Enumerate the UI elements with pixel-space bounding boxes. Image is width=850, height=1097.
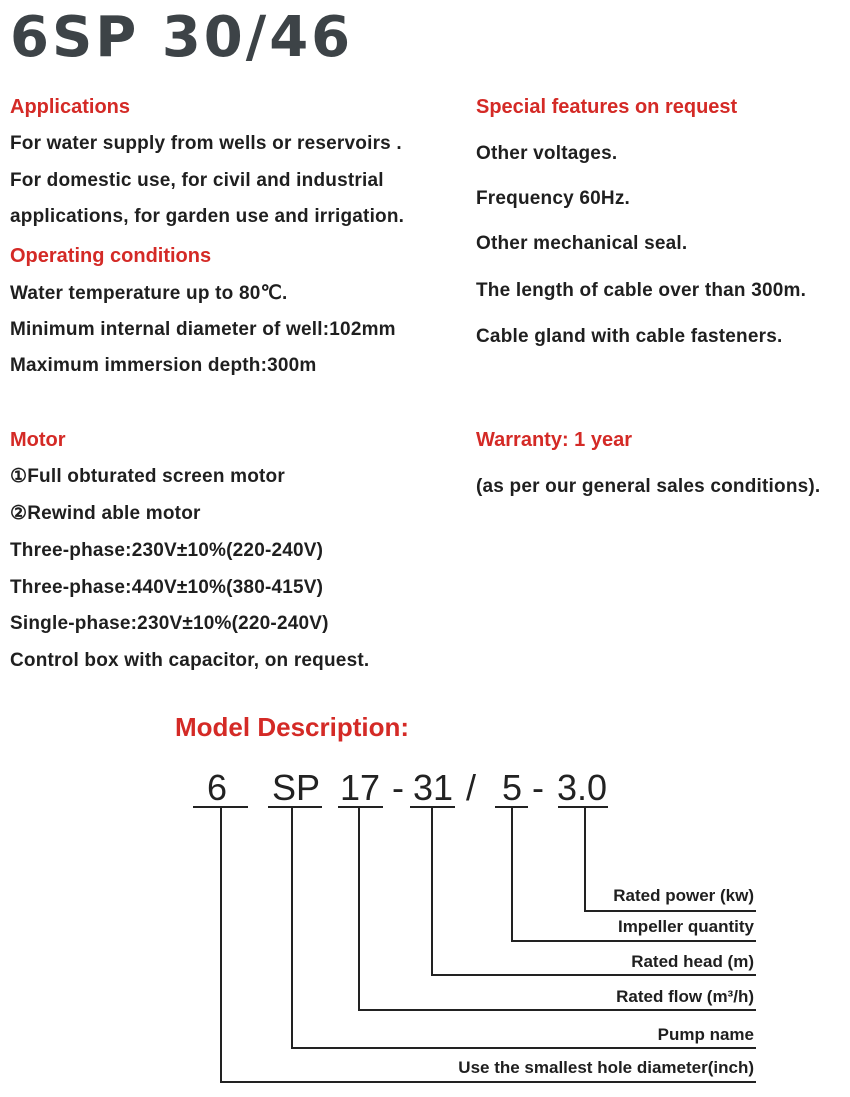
model-code-impeller: 5 — [502, 767, 523, 808]
operating-line: Maximum immersion depth:300m — [10, 355, 317, 376]
warranty-line: (as per our general sales conditions). — [476, 476, 821, 497]
model-code-power: 3.0 — [557, 767, 608, 808]
special-line: Frequency 60Hz. — [476, 188, 630, 209]
model-label-hole-diameter: Use the smallest hole diameter(inch) — [458, 1058, 754, 1077]
model-code-flow: 17 — [340, 767, 381, 808]
model-code-diameter: 6 — [207, 767, 228, 808]
applications-line: For water supply from wells or reservoirs . — [10, 133, 402, 154]
special-line: Other voltages. — [476, 143, 618, 164]
motor-line: Single-phase:230V±10%(220-240V) — [10, 613, 329, 634]
model-code-dash: - — [532, 767, 544, 808]
model-label-rated-head: Rated head (m) — [631, 952, 754, 971]
motor-line: Three-phase:230V±10%(220-240V) — [10, 540, 324, 561]
operating-conditions-heading: Operating conditions — [10, 245, 212, 267]
model-label-pump-name: Pump name — [657, 1025, 754, 1044]
special-line: The length of cable over than 300m. — [476, 280, 807, 301]
motor-line: ①Full obturated screen motor — [10, 466, 285, 487]
special-line: Cable gland with cable fasteners. — [476, 326, 783, 347]
special-features-heading: Special features on request — [476, 96, 738, 118]
page-title: 6SP 30/46 — [10, 5, 354, 70]
model-label-rated-power: Rated power (kw) — [613, 886, 754, 905]
model-code-dash: - — [392, 767, 404, 808]
model-label-rated-flow: Rated flow (m³/h) — [616, 987, 754, 1006]
applications-line: For domestic use, for civil and industrial — [10, 170, 384, 191]
model-code-pump: SP — [272, 767, 321, 808]
special-line: Other mechanical seal. — [476, 233, 688, 254]
warranty-heading: Warranty: 1 year — [476, 429, 632, 451]
motor-line: ②Rewind able motor — [10, 503, 201, 524]
applications-heading: Applications — [10, 96, 131, 118]
motor-heading: Motor — [10, 429, 66, 451]
operating-line: Minimum internal diameter of well:102mm — [10, 319, 396, 340]
operating-line: Water temperature up to 80℃. — [10, 283, 288, 304]
motor-line: Three-phase:440V±10%(380-415V) — [10, 577, 324, 598]
model-label-impeller-quantity: Impeller quantity — [617, 917, 754, 936]
model-description-heading: Model Description: — [175, 712, 410, 742]
model-code-slash: / — [466, 767, 477, 808]
motor-line: Control box with capacitor, on request. — [10, 650, 370, 671]
applications-line: applications, for garden use and irrigation. — [10, 206, 405, 227]
model-code-head: 31 — [413, 767, 454, 808]
